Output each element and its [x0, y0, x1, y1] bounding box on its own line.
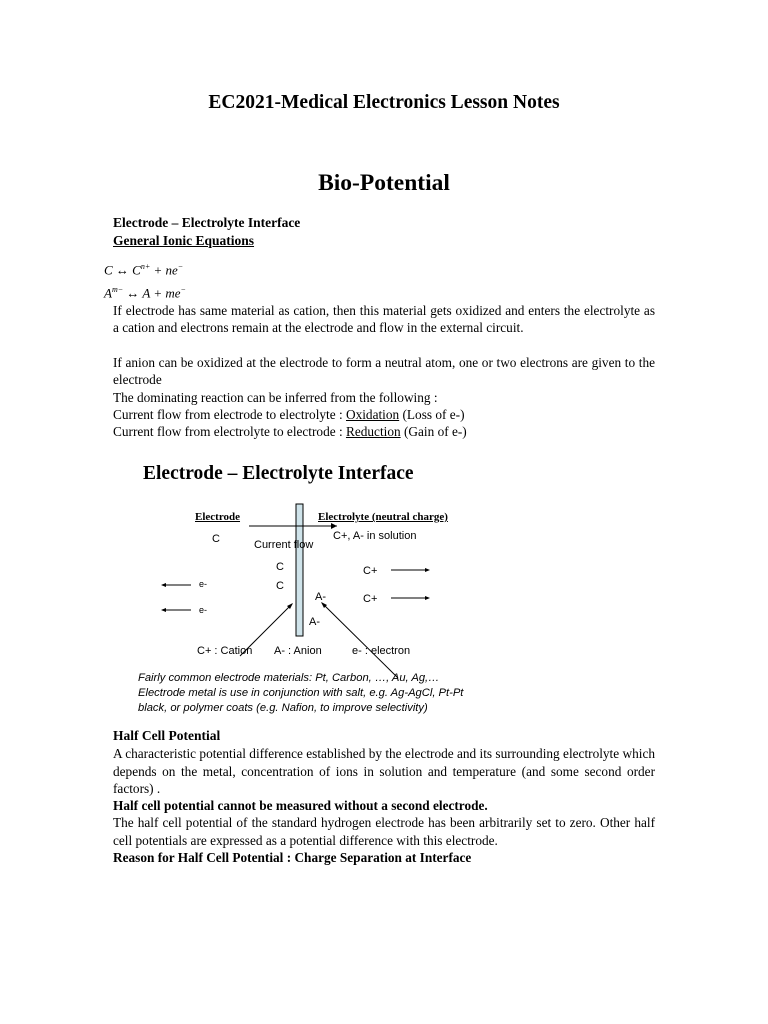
equation-cation: C ↔ $C^{n+} + ne^-$ — [104, 262, 184, 278]
half-cell-reason: Reason for Half Cell Potential : Charge Separation at Interface — [113, 850, 472, 865]
cation-arrowhead-2 — [425, 596, 430, 600]
half-cell-definition: A characteristic potential difference established by the electrode and its surrounding electrolyte which depends on the metal, concentration of ions in solution and temperature (and some second order factors) . — [113, 746, 655, 796]
main-title: Bio-Potential — [318, 170, 450, 196]
paragraph-cation: If electrode has same material as cation, then this material gets oxidized and enters the electrolyte as a cation and electrons remain at the electrode and flow in the external circuit. — [113, 303, 655, 336]
line-oxidation: Current flow from electrode to electrolyte : Oxidation (Loss of e-) — [113, 407, 465, 422]
electron-1: e- — [199, 579, 208, 589]
equation-anion: $A^{m-}$ ↔ A + me− — [104, 285, 186, 301]
anion-1: A- — [315, 591, 326, 603]
section-subheading: General Ionic Equations — [113, 233, 255, 248]
line-reduction: Current flow from electrolyte to electrode : Reduction (Gain of e-) — [113, 424, 467, 439]
cation-2: C+ — [363, 593, 378, 605]
half-cell-heading: Half Cell Potential — [113, 728, 221, 743]
legend-electron: e- : electron — [352, 645, 411, 657]
electrode-label: Electrode — [195, 511, 241, 523]
section-heading: Electrode – Electrolyte Interface — [113, 215, 301, 230]
electrode-plate — [296, 504, 303, 636]
legend-anion: A- : Anion — [274, 645, 322, 657]
legend-cation: C+ : Cation — [197, 645, 253, 657]
solution-label: C+, A- in solution — [333, 530, 417, 542]
electrode-c-label: C — [212, 533, 220, 545]
electron-2: e- — [199, 605, 208, 615]
cation-1: C+ — [363, 565, 378, 577]
electron-leader-line — [322, 603, 398, 678]
paragraph-anion: If anion can be oxidized at the electrode to form a neutral atom, one or two electrons are given to the electrode — [113, 355, 655, 388]
electrode-materials-note: Fairly common electrode materials: Pt, Carbon, …, Au, Ag,… Electrode metal is use in conjunction with salt, e.g. Ag-AgCl, Pt-Pt black, or polymer coats (e.g. Nafion, to improve selectivity) — [138, 672, 464, 714]
current-flow-arrowhead — [331, 523, 337, 529]
c-atom-1: C — [276, 561, 284, 573]
half-cell-bold-statement: Half cell potential cannot be measured without a second electrode. — [113, 798, 488, 813]
half-cell-hydrogen-paragraph: The half cell potential of the standard hydrogen electrode has been arbitrarily set to zero. Other half cell potentials are expressed as a potential difference with this electrode. — [113, 815, 655, 848]
c-atom-2: C — [276, 580, 284, 592]
diagram-title: Electrode – Electrolyte Interface — [143, 463, 414, 484]
electron-arrowhead-2 — [161, 608, 166, 612]
electrolyte-label: Electrolyte (neutral charge) — [318, 511, 448, 523]
cation-arrowhead-1 — [425, 568, 430, 572]
paragraph-dominating: The dominating reaction can be inferred from the following : — [113, 390, 438, 405]
electron-arrowhead-1 — [161, 583, 166, 587]
anion-2: A- — [309, 616, 320, 628]
current-flow-label: Current flow — [254, 539, 314, 551]
document-title: EC2021-Medical Electronics Lesson Notes — [208, 92, 560, 113]
